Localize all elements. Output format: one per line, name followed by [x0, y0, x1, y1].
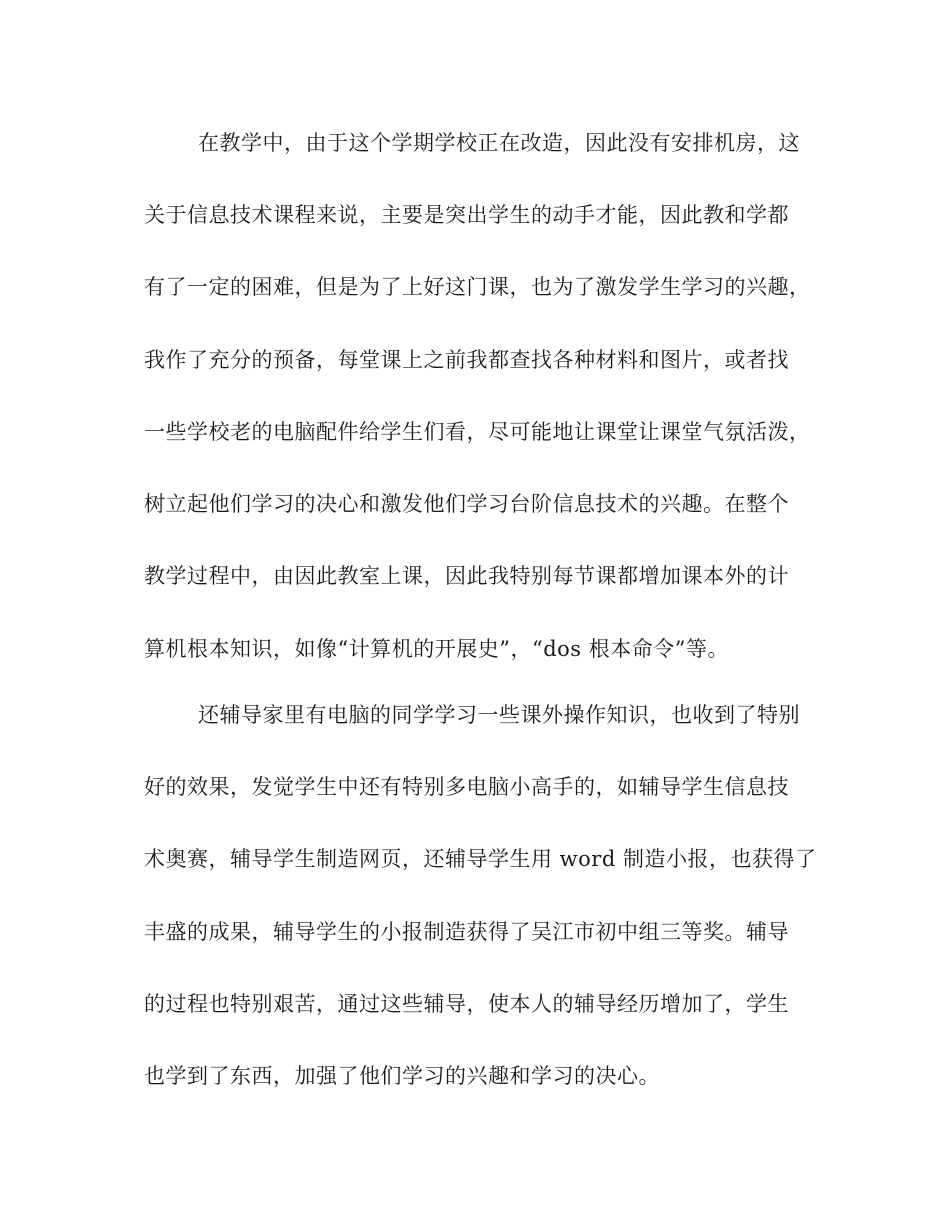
- paragraph-1-line-6: 树立起他们学习的决心和激发他们学习台阶信息技术的兴趣。在整个: [144, 492, 789, 516]
- paragraph-1-line-3: 有了一定的困难，但是为了上好这门课，也为了激发学生学习的兴趣，: [144, 275, 811, 299]
- paragraph-1-line-8: 算机根本知识，如像“计算机的开展史”，“dos 根本命令”等。: [144, 637, 729, 661]
- paragraph-2-line-2: 好的效果，发觉学生中还有特别多电脑小高手的，如辅导学生信息技: [144, 775, 789, 799]
- paragraph-1-line-1: 在教学中，由于这个学期学校正在改造，因此没有安排机房，这: [198, 131, 800, 155]
- paragraph-1-line-2: 关于信息技术课程来说，主要是突出学生的动手才能，因此教和学都: [144, 203, 789, 227]
- paragraph-1-line-4: 我作了充分的预备，每堂课上之前我都查找各种材料和图片，或者找: [144, 348, 789, 372]
- paragraph-1-line-7: 教学过程中，由因此教室上课，因此我特别每节课都增加课本外的计: [144, 564, 789, 588]
- paragraph-2-line-6: 也学到了东西，加强了他们学习的兴趣和学习的决心。: [144, 1064, 660, 1088]
- paragraph-2-line-1: 还辅导家里有电脑的同学学习一些课外操作知识，也收到了特别: [198, 703, 800, 727]
- paragraph-2-line-4: 丰盛的成果，辅导学生的小报制造获得了吴江市初中组三等奖。辅导: [144, 920, 789, 944]
- paragraph-2-line-3: 术奥赛，辅导学生制造网页，还辅导学生用 word 制造小报，也获得了: [144, 847, 817, 871]
- paragraph-1-line-5: 一些学校老的电脑配件给学生们看，尽可能地让课堂让课堂气氛活泼，: [144, 420, 811, 444]
- paragraph-2-line-5: 的过程也特别艰苦，通过这些辅导，使本人的辅导经历增加了，学生: [144, 992, 789, 1016]
